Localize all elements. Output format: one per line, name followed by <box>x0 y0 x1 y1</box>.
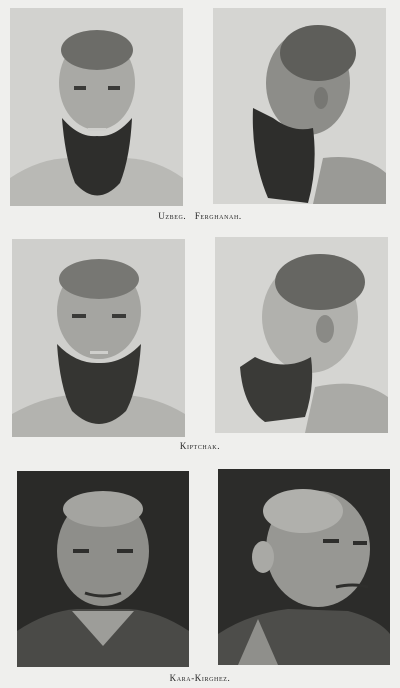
caption-uzbeg: Uzbeg. Ferghanah. <box>158 211 242 221</box>
photo-kara-kirghez-front <box>17 471 189 667</box>
caption-kiptchak: Kiptchak. <box>179 441 221 451</box>
photo-kiptchak-profile <box>215 237 388 433</box>
caption-kara-kirghez: Kara-Kirghez. <box>169 673 231 683</box>
photo-uzbeg-profile <box>213 8 386 204</box>
photo-kara-kirghez-profile <box>218 469 390 665</box>
photo-kiptchak-front <box>12 239 185 437</box>
photo-uzbeg-front <box>10 8 183 206</box>
